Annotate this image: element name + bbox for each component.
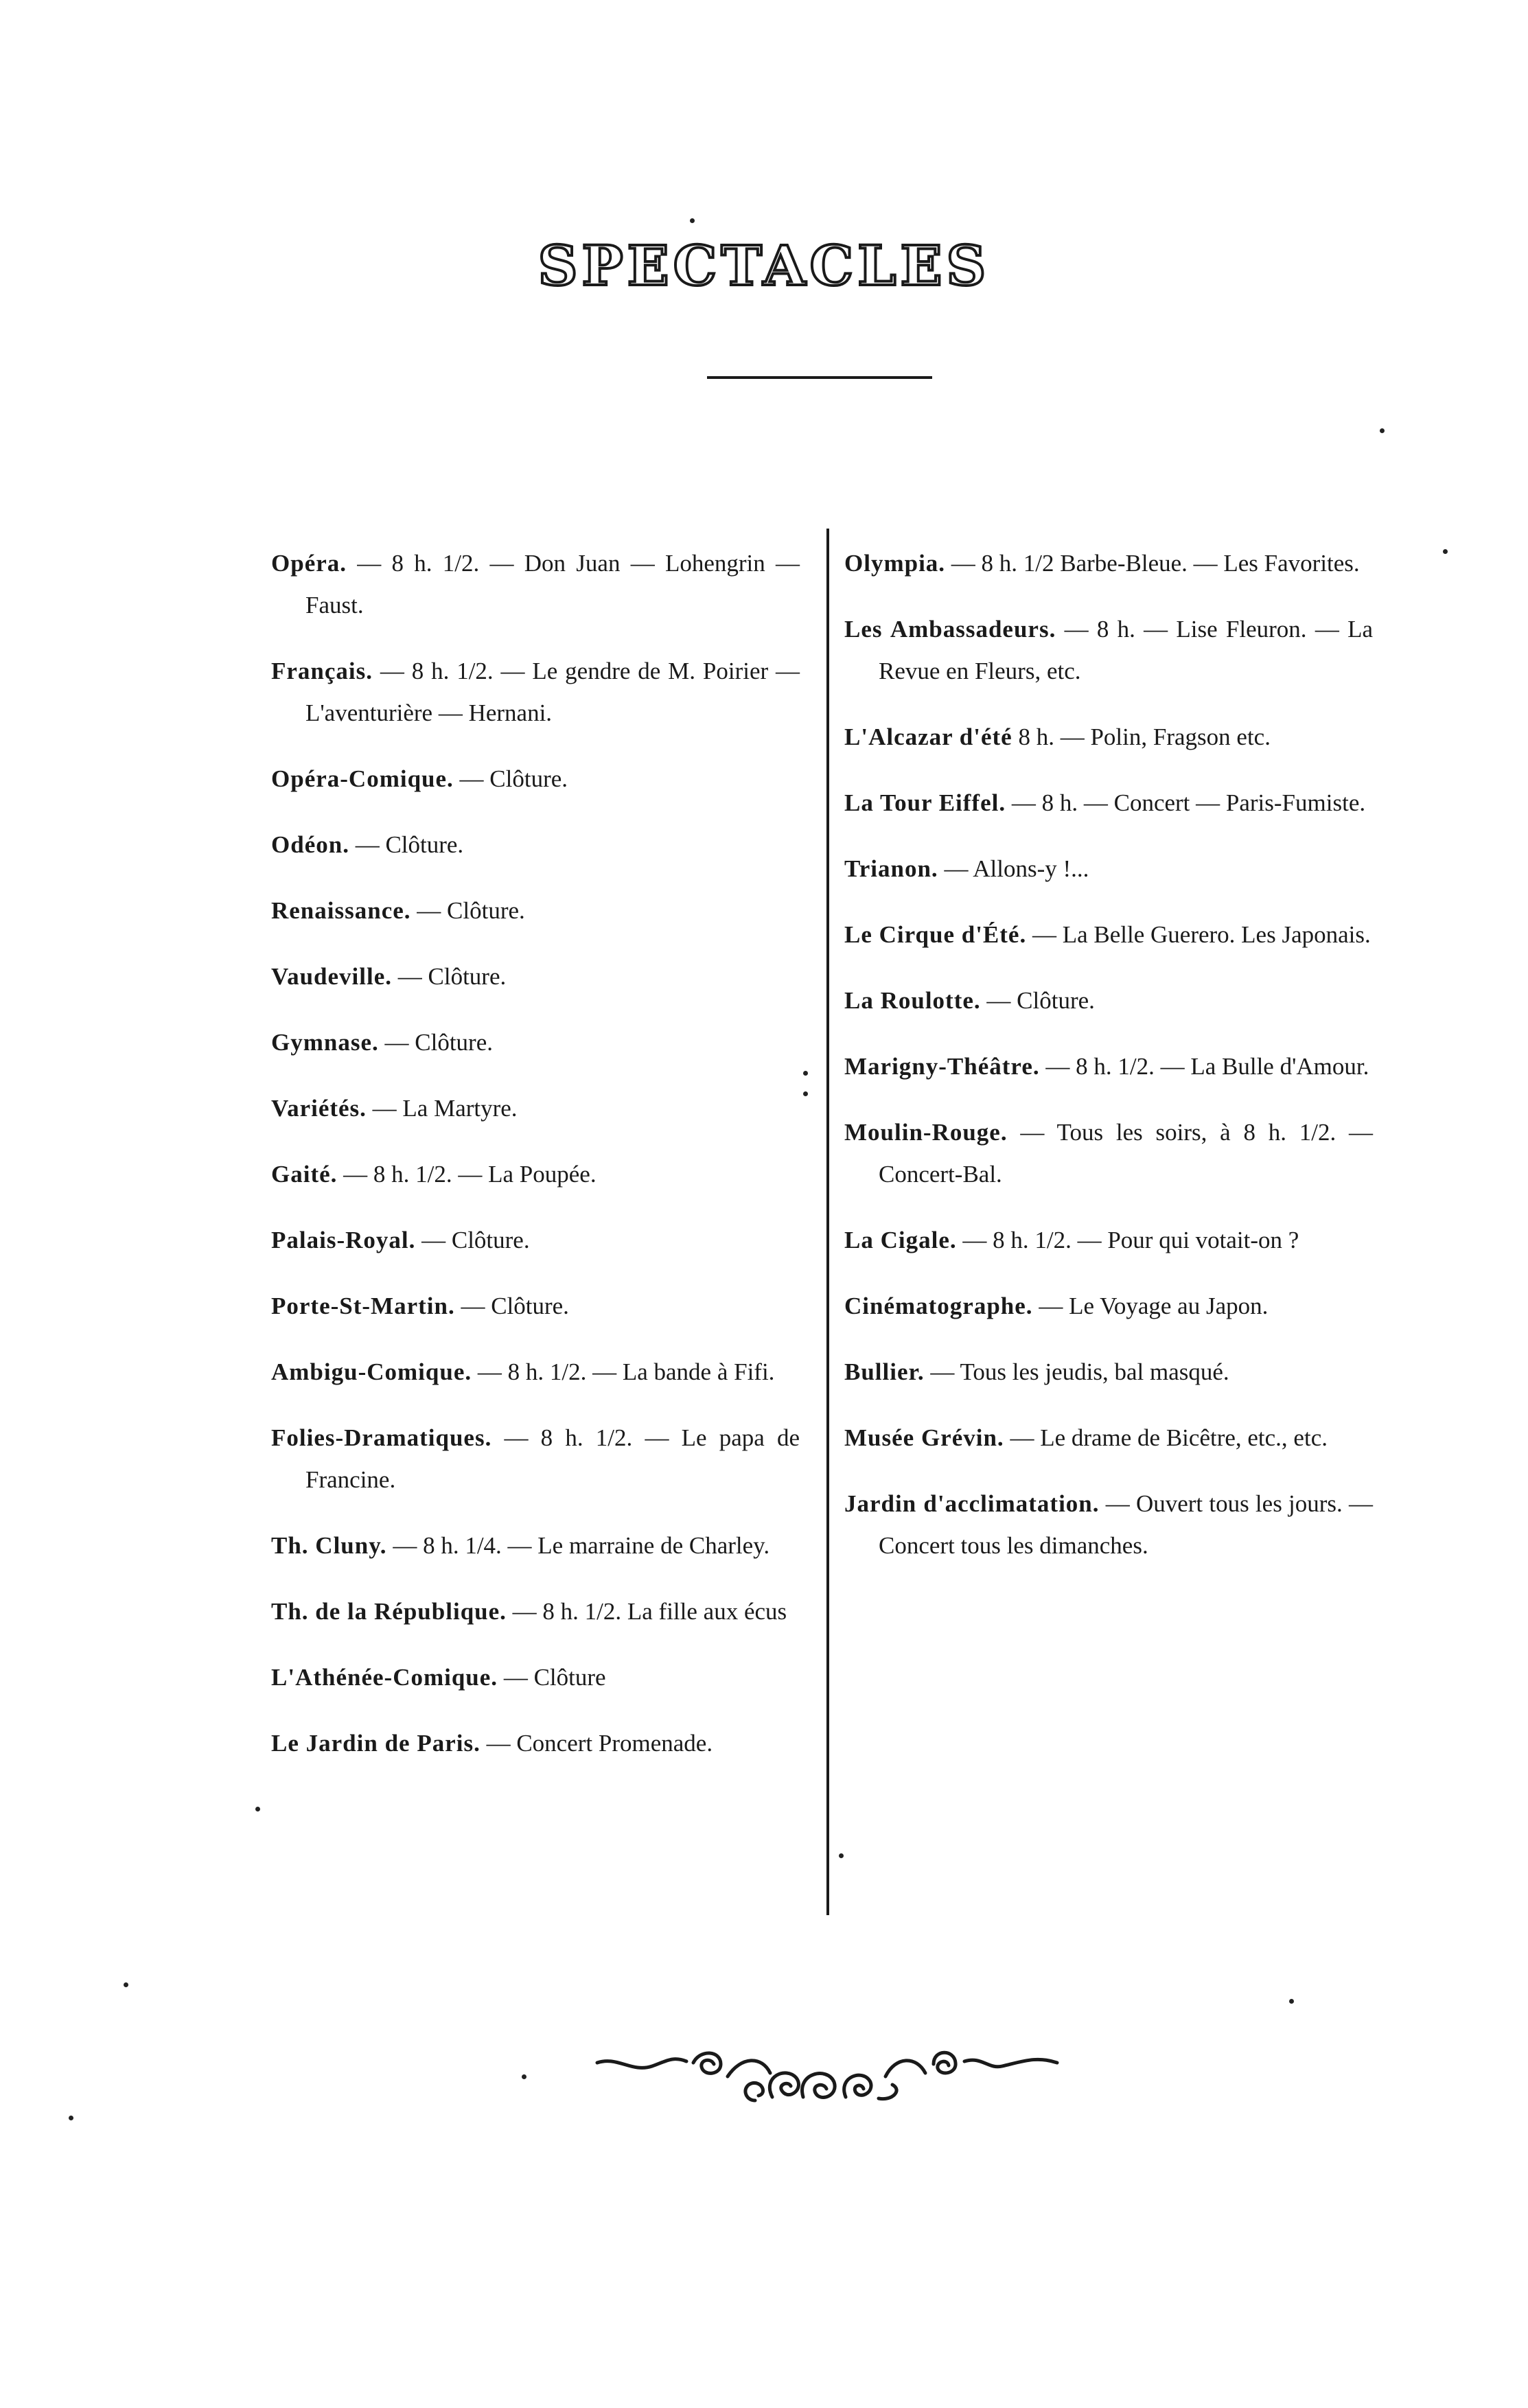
venue-details: — Concert Promenade. (480, 1730, 713, 1757)
list-item (271, 1285, 800, 1327)
print-speck (690, 218, 695, 223)
scroll-ornament (590, 2035, 1064, 2125)
list-item (271, 1351, 800, 1393)
venue-details: — 8 h. 1/2. — La bande à Fifi. (472, 1358, 775, 1385)
venue-details: — Clôture. (454, 1293, 569, 1319)
venue-details: — Clôture. (392, 963, 507, 990)
venue-name: L'Alcazar d'été (844, 723, 1012, 750)
venue-name: Opéra. (271, 550, 347, 577)
list-item (844, 542, 1373, 584)
print-speck (1380, 428, 1385, 433)
venue-name: Gymnase. (271, 1029, 379, 1056)
venue-name: Variétés. (271, 1095, 367, 1122)
list-item (844, 1285, 1373, 1327)
venue-name: Jardin d'acclimatation. (844, 1490, 1100, 1517)
list-item (271, 542, 800, 626)
right-column (844, 518, 1373, 1586)
print-speck (69, 2116, 73, 2120)
list-item (844, 1045, 1373, 1087)
venue-name: Moulin-Rouge. (844, 1119, 1008, 1146)
venue-details: — 8 h. — Lise Fleuron. — La Revue en Fleurs, etc. (879, 616, 1373, 684)
list-item (271, 1219, 800, 1261)
title-rule (707, 376, 932, 379)
page-title: SPECTACLES (537, 233, 991, 298)
print-speck (803, 1091, 808, 1096)
list-item (844, 1351, 1373, 1393)
venue-name: Renaissance. (271, 897, 411, 924)
list-item (271, 956, 800, 997)
venue-name: Gaité. (271, 1161, 338, 1188)
venue-name: La Cigale. (844, 1227, 957, 1253)
venue-name: Musée Grévin. (844, 1424, 1004, 1451)
list-item (844, 1483, 1373, 1566)
list-item (271, 1656, 800, 1698)
venue-name: Vaudeville. (271, 963, 392, 990)
venue-details: — 8 h. 1/2. — Le gendre de M. Poirier — L'aventurière — Hernani. (305, 658, 800, 726)
list-item (844, 1219, 1373, 1261)
venue-name: Bullier. (844, 1358, 925, 1385)
venue-details: — 8 h. 1/2. — Le papa de Francine. (305, 1424, 800, 1493)
column-divider (826, 529, 829, 1915)
print-speck (803, 1071, 808, 1076)
venue-details: — Clôture. (349, 831, 464, 858)
venue-name: Odéon. (271, 831, 349, 858)
venue-name: Opéra-Comique. (271, 765, 454, 792)
list-item (844, 782, 1373, 824)
print-speck (124, 1982, 128, 1987)
venue-name: Trianon. (844, 855, 938, 882)
venue-name: L'Athénée-Comique. (271, 1664, 498, 1691)
venue-name: Olympia. (844, 550, 946, 577)
venue-name: Français. (271, 658, 373, 684)
venue-name: Le Cirque d'Été. (844, 921, 1027, 948)
venue-details: — Clôture. (415, 1227, 530, 1253)
list-item (271, 1153, 800, 1195)
venue-name: La Tour Eiffel. (844, 789, 1006, 816)
list-item (844, 1417, 1373, 1459)
venue-details: — 8 h. — Concert — Paris-Fumiste. (1006, 789, 1366, 816)
venue-details: — 8 h. 1/2. — Don Juan — Lohengrin — Faust. (305, 550, 800, 618)
list-item (844, 608, 1373, 692)
left-column (271, 518, 800, 1784)
list-item (271, 824, 800, 866)
venue-details: — 8 h. 1/2. — Pour qui votait-on ? (956, 1227, 1299, 1253)
venue-name: Les Ambassadeurs. (844, 616, 1056, 642)
list-item (844, 980, 1373, 1021)
venue-details: 8 h. — Polin, Fragson etc. (1012, 723, 1271, 750)
venue-details: — Clôture. (378, 1029, 493, 1056)
print-speck (255, 1807, 260, 1811)
venue-details: — Allons-y !... (938, 855, 1089, 882)
venue-name: Palais-Royal. (271, 1227, 416, 1253)
venue-name: La Roulotte. (844, 987, 981, 1014)
venue-details: — Clôture. (410, 897, 525, 924)
list-item (844, 848, 1373, 890)
print-speck (1443, 549, 1448, 554)
list-item (271, 1417, 800, 1501)
venue-name: Th. Cluny. (271, 1532, 387, 1559)
list-item (271, 1525, 800, 1566)
venue-details: — 8 h. 1/2 Barbe-Bleue. — Les Favorites. (945, 550, 1360, 577)
list-item (271, 1021, 800, 1063)
venue-details: — 8 h. 1/2. — La Bulle d'Amour. (1039, 1053, 1369, 1080)
venue-details: — La Martyre. (366, 1095, 518, 1122)
list-item (844, 1111, 1373, 1195)
venue-name: Th. de la République. (271, 1598, 507, 1625)
venue-name: Ambigu-Comique. (271, 1358, 472, 1385)
venue-details: — Ouvert tous les jours. — Concert tous les dimanches. (879, 1490, 1373, 1559)
list-item (271, 1722, 800, 1764)
venue-name: Cinématographe. (844, 1293, 1033, 1319)
list-item (271, 890, 800, 931)
venue-details: — Clôture (498, 1664, 606, 1691)
venue-details: — 8 h. 1/4. — Le marraine de Charley. (386, 1532, 770, 1559)
venue-details: — Le drame de Bicêtre, etc., etc. (1004, 1424, 1328, 1451)
print-speck (839, 1853, 844, 1858)
venue-details: — Tous les jeudis, bal masqué. (924, 1358, 1229, 1385)
venue-details: — 8 h. 1/2. La fille aux écus (506, 1598, 787, 1625)
list-item (271, 650, 800, 734)
venue-details: — Le Voyage au Japon. (1032, 1293, 1269, 1319)
venue-name: Le Jardin de Paris. (271, 1730, 481, 1757)
venue-details: — Clôture. (453, 765, 568, 792)
venue-name: Marigny-Théâtre. (844, 1053, 1040, 1080)
venue-name: Porte-St-Martin. (271, 1293, 455, 1319)
venue-name: Folies-Dramatiques. (271, 1424, 492, 1451)
venue-details: — 8 h. 1/2. — La Poupée. (337, 1161, 597, 1188)
list-item (844, 914, 1373, 956)
list-item (844, 716, 1373, 758)
venue-details: — Tous les soirs, à 8 h. 1/2. — Concert-Bal. (879, 1119, 1373, 1188)
venue-details: — Clôture. (980, 987, 1095, 1014)
print-speck (522, 2074, 526, 2079)
list-item (271, 1087, 800, 1129)
print-speck (1289, 1999, 1294, 2004)
list-item (271, 758, 800, 800)
venue-details: — La Belle Guerero. Les Japonais. (1026, 921, 1371, 948)
list-item (271, 1590, 800, 1632)
